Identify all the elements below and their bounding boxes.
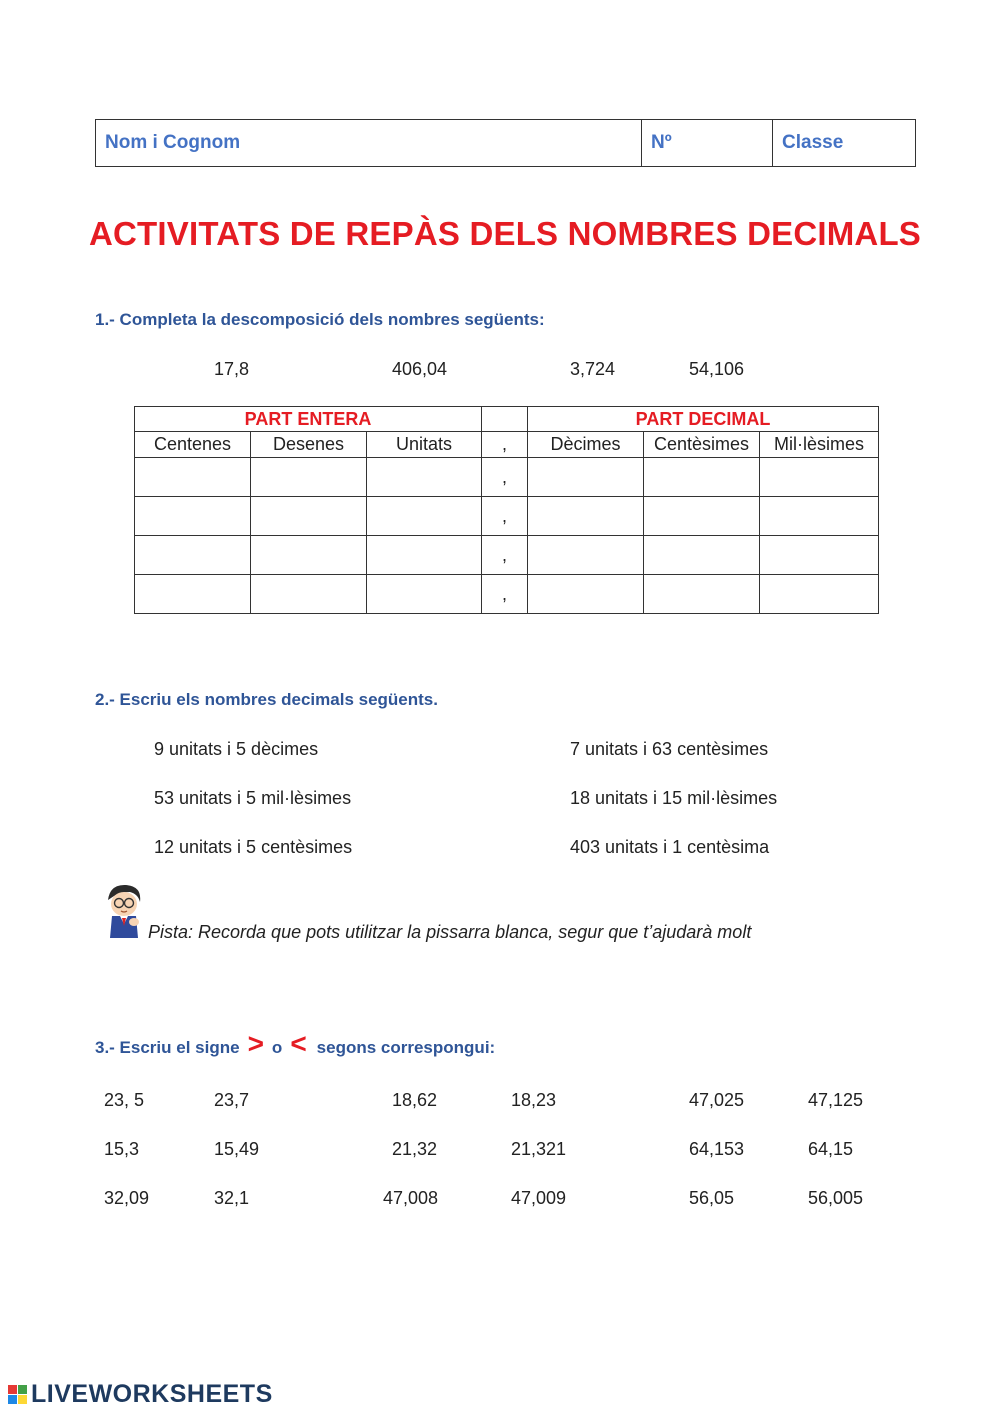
compare-value: 47,009 (511, 1188, 567, 1208)
compare-value: 23,7 (214, 1090, 250, 1110)
liveworksheets-logo-icon (8, 1385, 27, 1404)
answer-cell[interactable] (528, 497, 644, 536)
greater-than-sign: > (247, 1028, 264, 1059)
comma-cell: , (482, 575, 528, 614)
detective-cartoon-icon (100, 880, 146, 940)
exercise-item: 9 unitats i 5 dècimes (154, 739, 319, 759)
compare-value: 32,1 (214, 1188, 250, 1208)
answer-cell[interactable] (644, 458, 760, 497)
exercise-item: 18 unitats i 15 mil·lèsimes (570, 788, 778, 808)
comma-cell: , (482, 458, 528, 497)
col-millesimes: Mil·lèsimes (760, 432, 879, 458)
exercise-item: 7 unitats i 63 centèsimes (570, 739, 769, 759)
exercise-item: 53 unitats i 5 mil·lèsimes (154, 788, 352, 808)
compare-value: 56,05 (689, 1188, 735, 1208)
col-unitats: Unitats (367, 432, 482, 458)
part-decimal-header: PART DECIMAL (528, 407, 879, 432)
answer-cell[interactable] (528, 575, 644, 614)
compare-value: 47,008 (383, 1188, 439, 1208)
number-item: 406,04 (392, 359, 448, 379)
compare-value: 47,025 (689, 1090, 745, 1110)
liveworksheets-logo (8, 1380, 273, 1409)
answer-cell[interactable] (367, 575, 482, 614)
comma-cell: , (482, 536, 528, 575)
answer-cell[interactable] (135, 575, 251, 614)
part-entera-header: PART ENTERA (135, 407, 482, 432)
answer-cell[interactable] (251, 497, 367, 536)
comma-cell: , (482, 497, 528, 536)
answer-cell[interactable] (251, 536, 367, 575)
decomposition-table (134, 406, 879, 614)
section3-heading-a: 3.- Escriu el signe (95, 1038, 240, 1057)
answer-cell[interactable] (760, 458, 879, 497)
answer-cell[interactable] (135, 458, 251, 497)
answer-cell[interactable] (644, 536, 760, 575)
col-decimes: Dècimes (528, 432, 644, 458)
less-than-sign: < (290, 1028, 307, 1059)
section3-heading-o: o (271, 1038, 283, 1057)
exercise-item: 403 unitats i 1 centèsima (570, 837, 770, 857)
page-title: ACTIVITATS DE REPÀS DELS NOMBRES DECIMALS (88, 215, 922, 252)
student-info-box (95, 119, 916, 167)
compare-value: 32,09 (104, 1188, 150, 1208)
answer-cell[interactable] (251, 575, 367, 614)
section1-heading: 1.- Completa la descomposició dels nombres següents: (95, 310, 545, 329)
answer-cell[interactable] (135, 536, 251, 575)
compare-value: 18,62 (392, 1090, 438, 1110)
table-row (135, 536, 879, 575)
col-centenes: Centenes (135, 432, 251, 458)
answer-cell[interactable] (528, 458, 644, 497)
answer-cell[interactable] (528, 536, 644, 575)
compare-value: 64,15 (808, 1139, 854, 1159)
answer-cell[interactable] (644, 575, 760, 614)
compare-value: 21,32 (392, 1139, 438, 1159)
compare-value: 15,3 (104, 1139, 140, 1159)
exercise-item: 12 unitats i 5 centèsimes (154, 837, 353, 857)
col-centesimes: Centèsimes (644, 432, 760, 458)
number-item: 3,724 (570, 359, 616, 379)
col-desenes: Desenes (251, 432, 367, 458)
class-field[interactable]: Classe (782, 132, 844, 153)
answer-cell[interactable] (760, 497, 879, 536)
compare-value: 18,23 (511, 1090, 557, 1110)
compare-value: 64,153 (689, 1139, 745, 1159)
compare-value: 56,005 (808, 1188, 864, 1208)
name-field[interactable]: Nom i Cognom (96, 120, 642, 166)
compare-value: 47,125 (808, 1090, 864, 1110)
answer-cell[interactable] (644, 497, 760, 536)
answer-cell[interactable] (760, 536, 879, 575)
answer-cell[interactable] (367, 497, 482, 536)
answer-cell[interactable] (135, 497, 251, 536)
section3-heading (95, 1028, 495, 1060)
number-field[interactable]: Nº (642, 120, 773, 166)
number-item: 17,8 (214, 359, 250, 379)
compare-value: 23, 5 (104, 1090, 145, 1110)
compare-value: 15,49 (214, 1139, 260, 1159)
comma-header-blank (482, 407, 528, 432)
answer-cell[interactable] (367, 536, 482, 575)
hint-text: Pista: Recorda que pots utilitzar la pissarra blanca, segur que t’ajudarà molt (148, 922, 752, 942)
table-row (135, 458, 879, 497)
section2-heading: 2.- Escriu els nombres decimals següents. (95, 690, 438, 709)
compare-value: 21,321 (511, 1139, 567, 1159)
table-row (135, 575, 879, 614)
section3-heading-b: segons correspongui: (316, 1038, 496, 1057)
answer-cell[interactable] (251, 458, 367, 497)
answer-cell[interactable] (760, 575, 879, 614)
col-comma: , (482, 432, 528, 458)
brand-text: LIVEWORKSHEETS (31, 1380, 273, 1408)
number-item: 54,106 (689, 359, 745, 379)
table-row (135, 497, 879, 536)
answer-cell[interactable] (367, 458, 482, 497)
